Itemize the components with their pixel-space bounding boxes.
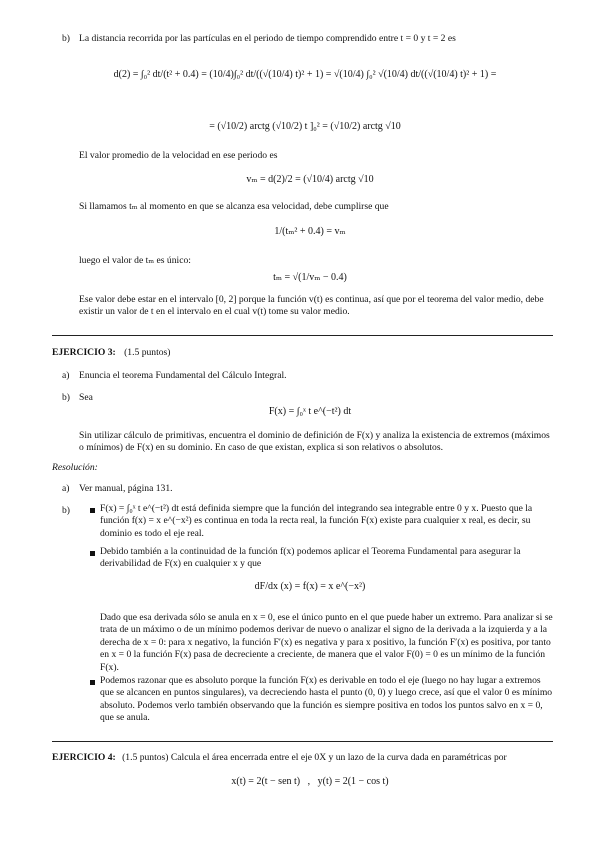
equation-tm-condition: 1/(tₘ² + 0.4) = vₘ: [274, 226, 346, 237]
bullet-1: [90, 508, 95, 513]
part-b-intro: La distancia recorrida por las partículas en el periodo de tiempo comprendido entre t = 0 y t = 2 es: [79, 33, 456, 44]
divider-top: [52, 335, 553, 336]
ex3-b-text: Sea: [79, 392, 93, 403]
ex3-a-marker: a): [62, 370, 70, 381]
ex3-title: EJERCICIO 3:: [52, 347, 116, 358]
res-b-bullet-1: F(x) = ∫₀ˣ t e^(−t²) dt está definida siempre que la función del integrando sea integrable entre 0 y x. Puesto que la función f(x) = x e^(−x²) es continua en toda la recta real, la función F(x) existe para cualquier x real, es decir, su dominio es todo el eje real.: [100, 503, 533, 539]
equation-dF: dF/dx (x) = f(x) = x e^(−x²): [254, 581, 366, 592]
tm-text: Si llamamos tₘ al momento en que se alcanza esa velocidad, debe cumplirse que: [79, 201, 389, 212]
bullet-2: [90, 551, 95, 556]
part-b-marker: b): [62, 33, 70, 44]
equation-vm: vₘ = d(2)/2 = (√10/4) arctg √10: [246, 174, 374, 185]
divider-bottom: [52, 741, 553, 742]
equation-distance-1: d(2) = ∫₀² dt/(t² + 0.4) = (10/4)∫₀² dt/((√(10/4) t)² + 1) = √(10/4) ∫₀² √(10/4) dt/((√(10/4) t)² + 1) =: [113, 69, 497, 80]
res-b-bullet-2: Debido también a la continuidad de la función f(x) podemos aplicar el Teorema Fundamental para asegurar la derivabilidad de F(x) en cualquier x y que: [100, 546, 521, 570]
equation-tm-value: tₘ = √(1/vₘ − 0.4): [273, 272, 347, 283]
res-a-text: Ver manual, página 131.: [79, 483, 173, 494]
ex4-title: EJERCICIO 4:: [52, 752, 116, 763]
res-b-marker: b): [62, 505, 70, 516]
ex4-heading: [52, 752, 553, 764]
bullet-3: [90, 680, 95, 685]
res-b-paragraph-2: Dado que esa derivada sólo se anula en x = 0, ese el único punto en el que puede haber un extremo. Para analizar si se trata de un máximo o de un mínimo podemos derivar de nuevo o analizar el signo de la derivada a la izquierda y a la derecha de x = 0: para x negativo, la función F′(x) es negativa y para x positivo, la función F′(x) es positiva, por tanto en x = 0 la función F(x) pasa de decreciente a creciente, de manera que el valor F(0) = 0 es un mínimo de la función F(x).: [100, 612, 553, 673]
equation-F: F(x) = ∫₀ˣ t e^(−t²) dt: [268, 406, 352, 417]
ex3-points: (1.5 puntos): [124, 347, 171, 358]
part-b-conclusion: Ese valor debe estar en el intervalo [0, 2] porque la función v(t) es continua, así que por el teorema del valor medio, debe existir un valor de t en el intervalo en el cual v(t) tome su valor medio.: [79, 294, 544, 318]
equation-parametric: x(t) = 2(t − sen t) , y(t) = 2(1 − cos t): [231, 776, 389, 787]
res-b-bullet-3: Podemos razonar que es absoluto porque la función F(x) es derivable en todo el eje (luego no hay lugar a extremos que se alcancen en puntos singulares), va decreciendo hasta el punto (0, 0) y luego crece, así que el valor 0 es mínimo absoluto. Podemos verlo también observando que la función es siempre positiva en todos los puntos salvo en x = 0, que se anula.: [100, 675, 553, 724]
average-velocity-text: El valor promedio de la velocidad en ese periodo es: [79, 150, 278, 161]
ex3-heading: [52, 347, 170, 359]
resolution-label: Resolución:: [52, 462, 98, 473]
ex3-b-marker: b): [62, 392, 70, 403]
ex3-statement: Sin utilizar cálculo de primitivas, encuentra el dominio de definición de F(x) y analiza la existencia de extremos (máximos o mínimos) de F(x) en su dominio. En caso de que existan, explica si son relativos o absolutos.: [79, 430, 550, 454]
res-a-marker: a): [62, 483, 70, 494]
unique-text: luego el valor de tₘ es único:: [79, 255, 191, 266]
ex3-a-text: Enuncia el teorema Fundamental del Cálculo Integral.: [79, 370, 287, 381]
ex4-text: (1.5 puntos) Calcula el área encerrada entre el eje 0X y un lazo de la curva dada en paramétricas por: [122, 752, 507, 763]
equation-distance-2: = (√10/2) arctg (√10/2) t ]₀² = (√10/2) arctg √10: [209, 121, 401, 132]
